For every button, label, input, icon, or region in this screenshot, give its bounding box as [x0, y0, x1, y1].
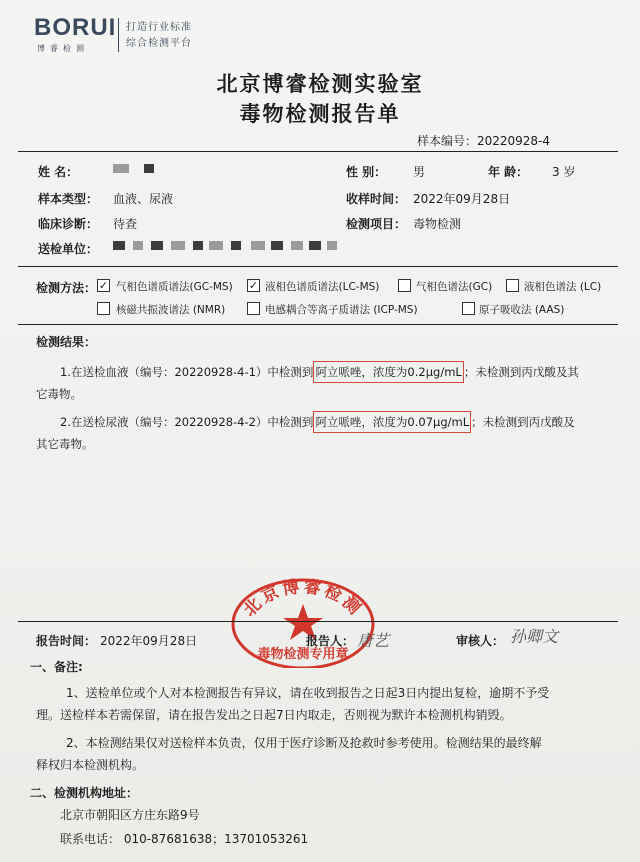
result-1	[60, 362, 579, 382]
seal-top-text: 北京博睿检测	[239, 576, 367, 621]
method-icpms: 电感耦合等离子质谱法 (ICP-MS)	[265, 304, 418, 316]
address-heading: 二、检测机构地址：	[30, 786, 139, 800]
tagline-2: 综合检测平台	[126, 38, 192, 49]
phone: 联系电话： 010-87681638；13701053261	[60, 832, 309, 846]
brand-chinese: 博睿检测	[37, 44, 89, 53]
divider-top	[18, 151, 618, 152]
result-2-line2: 其它毒物。	[36, 437, 94, 451]
official-seal	[228, 568, 378, 668]
result-2	[60, 412, 575, 432]
method-checkbox-lc	[506, 279, 519, 292]
redacted-name	[113, 164, 129, 173]
methods-label: 检测方法：	[36, 281, 97, 295]
method-gc: 气相色谱法(GC)	[416, 281, 493, 293]
result-2-highlight: 阿立哌唑，浓度为0.07μg/mL	[313, 411, 471, 433]
divider-footer	[18, 621, 618, 622]
note-1-line1: 1、送检单位或个人对本检测报告有异议，请在收到报告之日起3日内提出复检，逾期不予受	[66, 686, 550, 700]
diagnosis-label: 临床诊断：	[38, 217, 99, 231]
method-gcms: 气相色谱质谱法(GC-MS)	[116, 281, 233, 293]
age-value: 3 岁	[552, 165, 576, 179]
address: 北京市朝阳区方庄东路9号	[60, 808, 200, 822]
gender-label: 性 别：	[346, 165, 387, 179]
report-time-value: 2022年09月28日	[100, 634, 198, 648]
method-checkbox-aas	[462, 302, 475, 315]
tagline-1: 打造行业标准	[126, 22, 192, 33]
age-label: 年 龄：	[488, 165, 529, 179]
reporter-signature: 唐艺	[357, 631, 390, 650]
redacted-name	[144, 164, 154, 173]
item-value: 毒物检测	[413, 217, 462, 231]
sample-number: 样本编号：20220928-4	[416, 134, 550, 148]
results-label: 检测结果：	[36, 335, 97, 349]
result-1-highlight: 阿立哌唑，浓度为0.2μg/mL	[313, 361, 463, 383]
logo-divider	[118, 18, 119, 52]
report-time-label: 报告时间：	[36, 634, 97, 648]
method-nmr: 核磁共振波谱法 (NMR)	[116, 304, 226, 316]
result-1-prefix: 1.在送检血液（编号：20220928-4-1）中检测到	[60, 365, 314, 379]
notes-heading: 一、备注:	[30, 660, 83, 674]
divider-methods	[18, 266, 618, 267]
reviewer-label: 审核人：	[456, 634, 505, 648]
brand-logo: BORUI	[34, 14, 117, 41]
result-1-suffix: ；未检测到丙戊酸及其	[463, 365, 579, 379]
divider-results	[18, 324, 618, 325]
seal-bottom-text: 毒物检测专用章	[257, 647, 349, 662]
gender-value: 男	[413, 165, 426, 179]
note-2-line1: 2、本检测结果仅对送检样本负责，仅用于医疗诊断及抢救时参考使用。检测结果的最终解	[66, 736, 542, 750]
item-label: 检测项目：	[346, 217, 407, 231]
lab-title: 北京博睿检测实验室	[216, 71, 424, 96]
diagnosis-value: 待查	[113, 217, 138, 231]
sample-type-value: 血液、尿液	[113, 192, 174, 206]
sample-type-label: 样本类型：	[38, 192, 99, 206]
unit-label: 送检单位：	[38, 242, 99, 256]
result-1-line2: 它毒物。	[36, 387, 82, 401]
receive-time-value: 2022年09月28日	[413, 192, 511, 206]
method-lc: 液相色谱法 (LC)	[524, 281, 602, 293]
reviewer-signature: 孙卿文	[510, 627, 559, 646]
method-checkbox-icpms	[247, 302, 260, 315]
note-2-line2: 释权归本检测机构。	[36, 758, 145, 772]
method-checkbox-gcms: ✓	[98, 279, 109, 292]
note-1-line2: 理。送检样本若需保留，请在报告发出之日起7日内取走，否则视为默许本检测机构销毁。	[36, 708, 512, 722]
receive-time-label: 收样时间：	[346, 192, 407, 206]
method-aas: 原子吸收法 (AAS)	[479, 304, 565, 316]
reporter-label: 报告人：	[306, 634, 355, 648]
method-checkbox-lcms: ✓	[248, 279, 259, 292]
result-2-prefix: 2.在送检尿液（编号：20220928-4-2）中检测到	[60, 415, 314, 429]
method-checkbox-nmr	[97, 302, 110, 315]
name-label: 姓 名：	[38, 165, 79, 179]
method-checkbox-gc	[398, 279, 411, 292]
redacted-unit	[113, 241, 343, 250]
method-lcms: 液相色谱质谱法(LC-MS)	[265, 281, 380, 293]
result-2-suffix: ；未检测到丙戊酸及	[471, 415, 575, 429]
report-title: 毒物检测报告单	[239, 101, 401, 126]
